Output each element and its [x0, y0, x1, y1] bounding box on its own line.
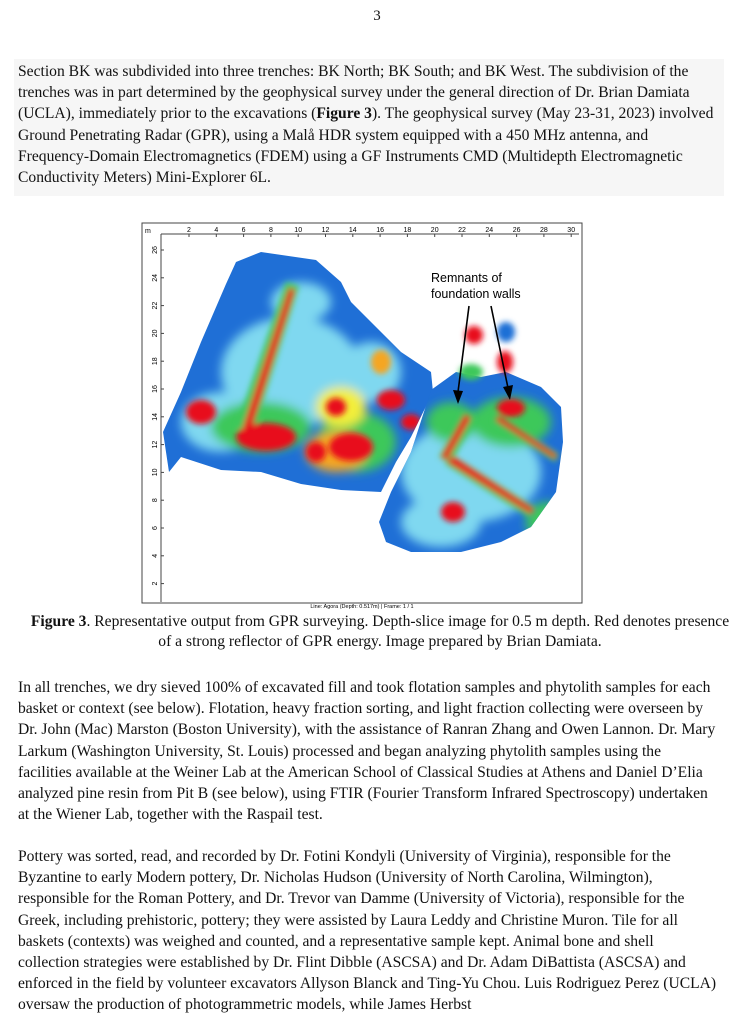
annotation-line-2: foundation walls — [431, 287, 521, 301]
x-tick-label: 4 — [214, 227, 219, 234]
y-tick-label: 16 — [152, 385, 159, 393]
paragraph-survey — [14, 59, 724, 196]
annotation-line-1: Remnants of — [431, 271, 502, 285]
y-tick-label: 14 — [152, 412, 159, 421]
x-tick-label: 12 — [321, 227, 330, 234]
x-tick-label: 22 — [458, 227, 466, 234]
figure-ref: Figure 3 — [316, 105, 372, 123]
x-tick-label: 10 — [294, 227, 303, 234]
y-tick-label: 12 — [152, 440, 159, 449]
x-tick-label: 30 — [567, 227, 576, 234]
x-tick-label: 6 — [241, 227, 246, 234]
y-tick-label: 24 — [152, 273, 159, 282]
y-tick-label: 8 — [152, 498, 159, 503]
y-tick-label: 26 — [152, 246, 159, 254]
x-tick-label: 20 — [430, 227, 439, 234]
paragraph-sampling: In all trenches, we dry sieved 100% of excavated fill and took flotation samples and phytolith samples for each basket or context (see below). Flotation, heavy fraction sorting, and light fraction collecting were overseen by Dr. John (Mac) Marston (Boston University), with the assistance of Ranran Zhang and Owen Lannon. Dr. Mary Larkum (Washington University, St. Louis) processed and began analyzing phytolith samples using the facilities available at the Weiner Lab at the American School of Classical Studies at Athens and Daniel D’Elia analyzed pine resin from Pit B (see below), using FTIR (Fourier Transform Infrared Spectroscopy) undertaken at the Wiener Lab, together with the Raspail test. — [18, 679, 716, 824]
x-tick-label: 2 — [187, 227, 191, 234]
y-tick-label: 10 — [152, 468, 159, 477]
y-tick-label: 22 — [152, 301, 159, 310]
para1-text-a: Section BK was subdivided into three trenches: BK North; BK South; and BK West. The subdivision of the trenches was in part determined by the geophysical survey under the general direction of Dr. Brian Damiata (UCLA), immediately prior to the excavations ( — [18, 63, 690, 123]
x-tick-label: 28 — [540, 227, 548, 234]
axis-unit: m — [145, 228, 151, 235]
paragraph-pottery: Pottery was sorted, read, and recorded by Dr. Fotini Kondyli (University of Virginia), responsible for the Byzantine to early Modern pottery, Dr. Nicholas Hudson (University of North Carolina, Wilmington), responsible for the Roman Pottery, and Dr. Trevor van Damme (University of Victoria), responsible for the Greek, including prehistoric, pottery; they were assisted by Laura Leddy and Christine Muron. Tile for all baskets (contexts) was weighed and counted, and a representative sample kept. Animal bone and shell collection strategies were established by Dr. Flint Dibble (ASCSA) and Dr. Adam DiBattista (ASCSA) and enforced in the field by volunteer excavators Allyson Blanck and Ting-Yu Chou. Luis Rodriguez Perez (UCLA) oversaw the production of photogrammetric models, while James Herbst — [18, 848, 717, 1014]
x-tick-label: 14 — [348, 227, 357, 234]
x-tick-label: 26 — [512, 227, 521, 234]
figure-footer: Line: Agora (Depth: 0.517m) | Frame: 1 / 1 — [310, 604, 414, 610]
x-tick-label: 24 — [485, 227, 494, 234]
para1-text-b: ). The geophysical survey (May 23-31, 2023) involved Ground Penetrating Radar (GPR), using a Malå HDR system equipped with a 450 MHz antenna, and Frequency-Domain Electromagnetics (FDEM) using a GF Instruments CMD (Multidepth Electromagnetic Conductivity Meters) Mini-Explorer 6L. — [18, 105, 714, 187]
caption-text: . Representative output from GPR surveying. Depth-slice image for 0.5 m depth. Red denotes presence of a strong reflector of GPR energy. Image prepared by Brian Damiata. — [86, 613, 730, 650]
x-tick-label: 8 — [268, 227, 273, 234]
x-tick-label: 16 — [376, 227, 384, 234]
y-tick-label: 6 — [152, 526, 159, 530]
y-tick-label: 2 — [152, 581, 159, 586]
y-tick-label: 4 — [152, 553, 159, 558]
x-tick-label: 18 — [403, 227, 412, 234]
y-tick-label: 20 — [152, 329, 159, 338]
figure-caption — [30, 612, 730, 652]
y-tick-label: 18 — [152, 357, 159, 366]
page-number: 3 — [373, 8, 381, 24]
gpr-depth-slice-figure — [141, 222, 583, 610]
caption-label: Figure 3 — [30, 613, 87, 630]
